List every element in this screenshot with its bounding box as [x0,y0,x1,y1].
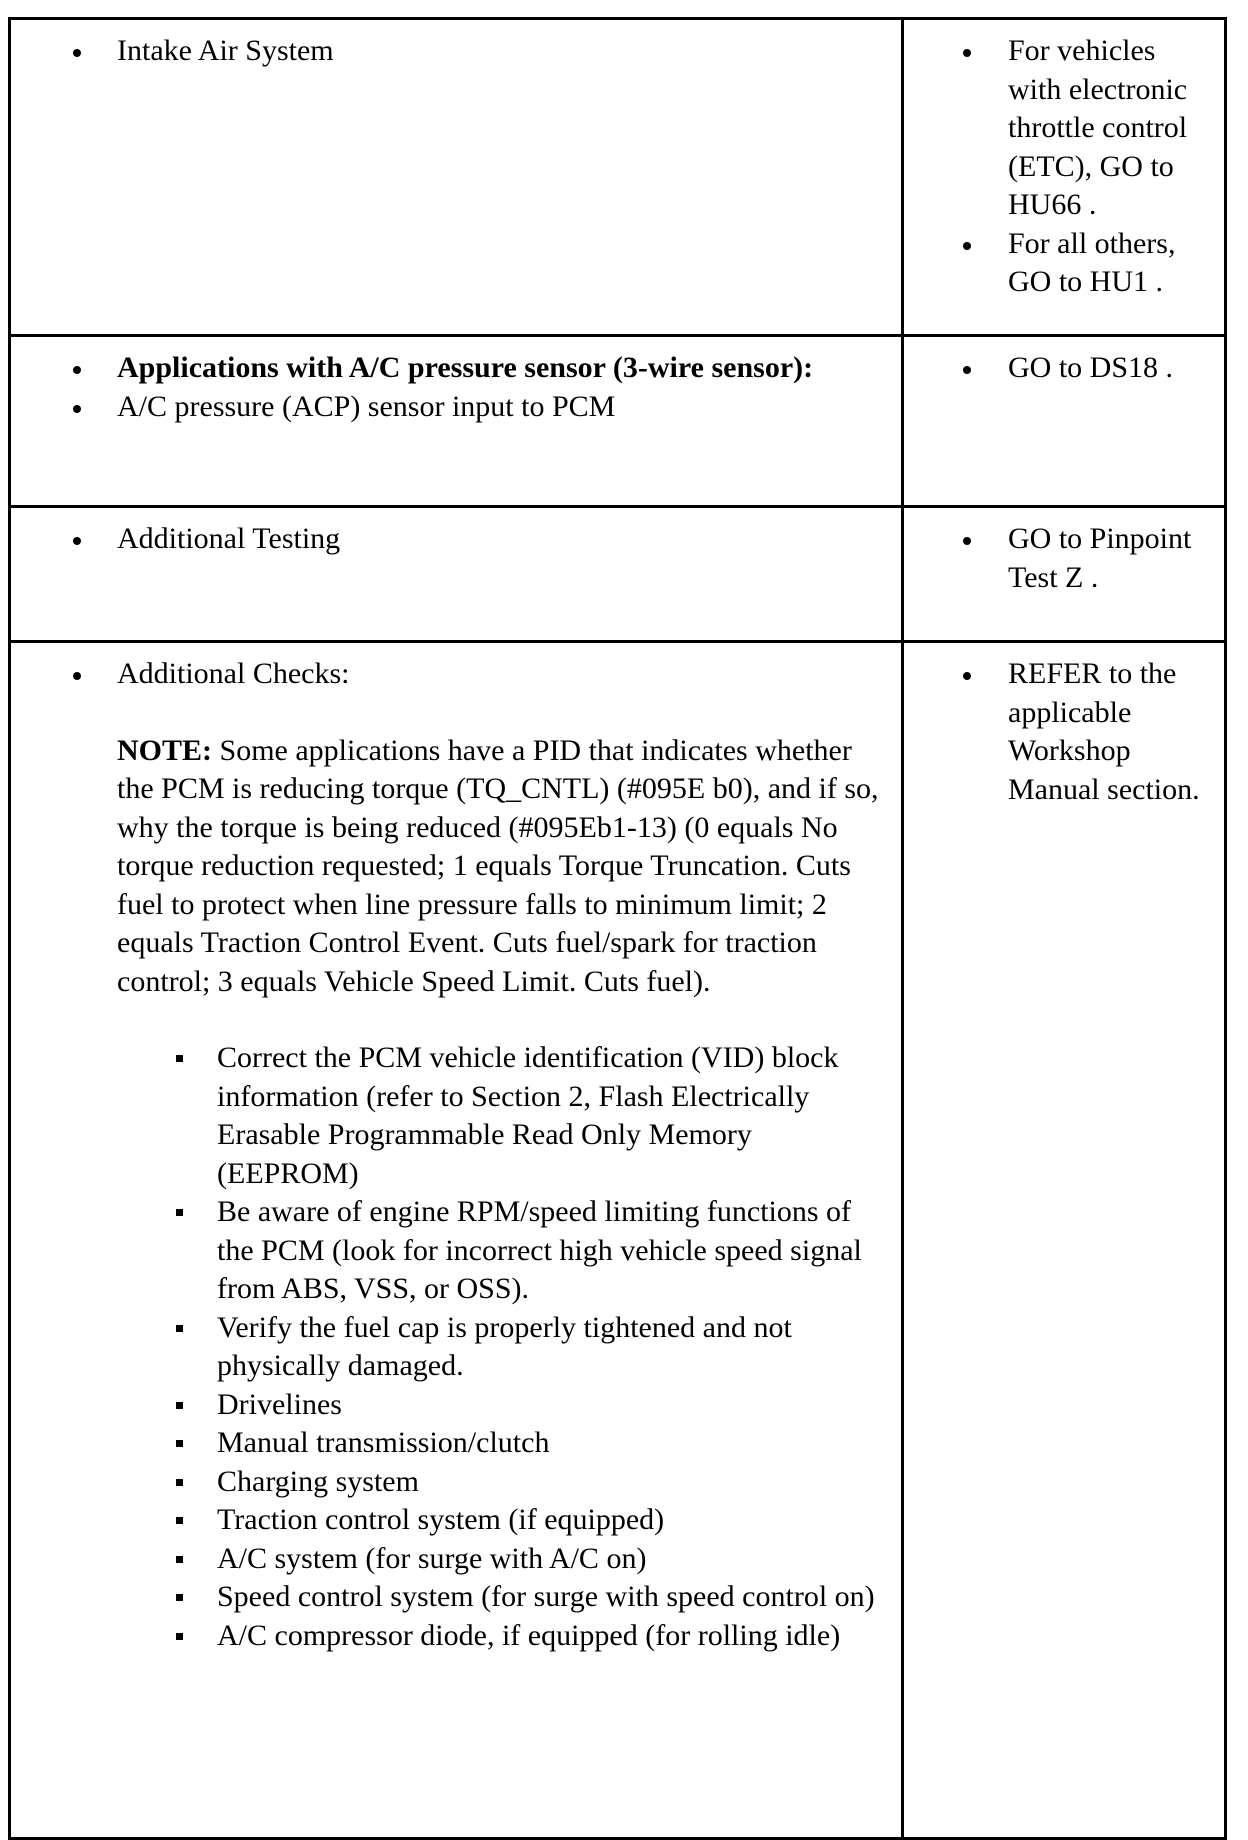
action-cell [903,642,1226,1839]
check-item: A/C system (for surge with A/C on) [11,1540,901,1579]
list-item: REFER to the applicable Workshop Manual section. [904,655,1224,809]
action-list [904,32,1224,302]
check-item: Traction control system (if equipped) [11,1501,901,1540]
condition-cell [10,336,903,507]
table-row [10,19,1226,336]
check-item: Manual transmission/clutch [11,1424,901,1463]
check-item: Drivelines [11,1386,901,1425]
action-list [904,655,1224,809]
note-text: Some applications have a PID that indicates whether the PCM is reducing torque (TQ_CNTL) (#095E b0), and if so, why the torque is being reduced (#095Eb1-13) (0 equals No torque reduction requested; 1 equals Torque Truncation. Cuts fuel to protect when line pressure falls to minimum limit; 2 equals Traction Control Event. Cuts fuel/spark for traction control; 3 equals Vehicle Speed Limit. Cuts fuel). [117,733,879,998]
check-item: Speed control system (for surge with speed control on) [11,1578,901,1617]
condition-list [11,520,901,559]
table-row [10,642,1226,1839]
list-item: For all others, GO to HU1 . [904,225,1224,302]
list-item: Applications with A/C pressure sensor (3-wire sensor): [11,349,901,388]
action-cell [903,336,1226,507]
condition-cell [10,507,903,642]
list-item: GO to DS18 . [904,349,1224,388]
note-label: NOTE: [117,733,213,767]
check-item: Verify the fuel cap is properly tightened and not physically damaged. [11,1309,901,1386]
table-row [10,507,1226,642]
list-item: Intake Air System [11,32,901,71]
list-item: Additional Testing [11,520,901,559]
check-item: A/C compressor diode, if equipped (for rolling idle) [11,1617,901,1656]
diagnostic-table [8,17,1227,1840]
table-row [10,336,1226,507]
action-cell [903,19,1226,336]
check-item: Correct the PCM vehicle identification (VID) block information (refer to Section 2, Flash Electrically Erasable Programmable Read Only Memory (EEPROM) [11,1039,901,1193]
list-item: For vehicles with electronic throttle control (ETC), GO to HU66 . [904,32,1224,225]
checks-list [11,1039,901,1655]
condition-cell [10,19,903,336]
note-paragraph [11,732,901,1002]
check-item: Charging system [11,1463,901,1502]
condition-list [11,32,901,71]
list-item: GO to Pinpoint Test Z . [904,520,1224,597]
list-item: Additional Checks: [11,655,901,694]
action-cell [903,507,1226,642]
condition-list [11,349,901,426]
condition-list [11,655,901,694]
action-list [904,349,1224,388]
check-item: Be aware of engine RPM/speed limiting functions of the PCM (look for incorrect high vehicle speed signal from ABS, VSS, or OSS). [11,1193,901,1309]
action-list [904,520,1224,597]
condition-cell [10,642,903,1839]
list-item: A/C pressure (ACP) sensor input to PCM [11,388,901,427]
